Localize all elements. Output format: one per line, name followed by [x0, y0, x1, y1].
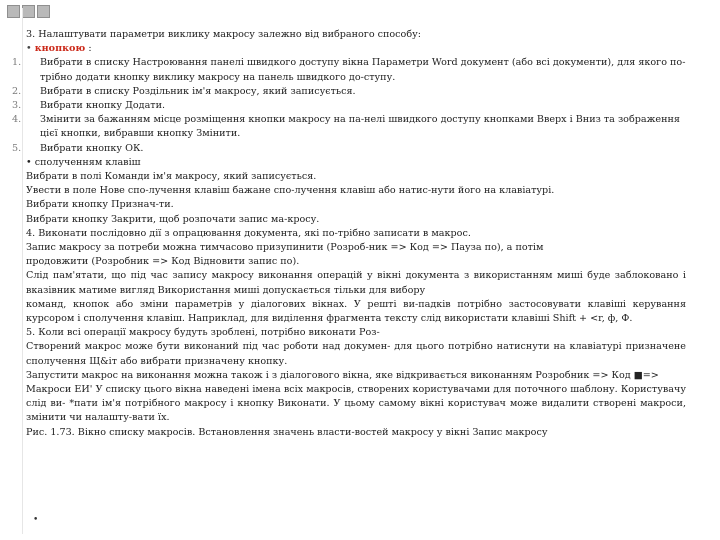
button-method-colon: : — [88, 43, 92, 55]
paragraph: Запустити макрос на виконання можна також і з діалогового вікна, яке відкривається виконанням Розробник => Код ■=> — [26, 369, 659, 381]
paragraph: команд, кнопок або зміни параметрів у діалогових вікнах. У решті ви-падків потрібно застосовувати клавіші керування курсором і сполучення клавіш. Наприклад, для виділення фрагмента тексту слід використати клавіші Shift + <r, ф, Ф. — [26, 298, 686, 325]
list-number: 4. — [12, 114, 22, 126]
list-number: 1. — [12, 57, 22, 69]
list-number: 5. — [12, 142, 22, 154]
paragraph: Вибрати в полі Команди ім'я макросу, який записується. — [26, 171, 317, 183]
figure-caption: Рис. 1.73. Вікно списку макросів. Встановлення значень власти-востей макросу у вікні Запис макросу — [26, 426, 548, 438]
list-text: Змінити за бажанням місце розміщення кнопки макросу на па-нелі швидкого доступу кнопками Вверх і Вниз та зображення цієї кнопки, вибравши кнопку Змінити. — [40, 114, 680, 140]
paragraph: продовжити (Розробник => Код Відновити запис по). — [26, 256, 300, 268]
bullet-marker: • — [26, 43, 32, 55]
paragraph: Макроси ЕИ' У списку цього вікна наведені імена всіх макросів, створених користувачами для поточного шаблону. Користувачу слід ви- *пати ім'я потрібного макросу і кнопку Виконати. У цьому самому вікні користувач може видалити створені макроси, змінити чи налашту-вати їх. — [26, 384, 686, 424]
paragraph: Увести в поле Нове спо-лучення клавіш бажане спо-лучення клавіш або натис-нути його на клавіатурі. — [26, 185, 555, 197]
list-number: 3. — [12, 100, 22, 112]
paragraph: Вибрати кнопку Закрити, щоб розпочати запис ма-кросу. — [26, 213, 320, 225]
list-item — [12, 56, 686, 84]
paragraph: 5. Коли всі операції макросу будуть зроблені, потрібно виконати Роз- — [26, 327, 380, 339]
button-method-label: кнопкою — [34, 43, 86, 55]
list-text: Вибрати в списку Настроювання панелі швидкого доступу вікна Параметри Word документ (або всі документи), для якого по-трібно додати кнопку виклику макросу на панель швидкого до-ступу. — [40, 57, 686, 83]
document-body — [12, 28, 686, 440]
list-item — [12, 113, 686, 141]
list-item — [12, 85, 686, 99]
paragraph: 4. Виконати послідовно дії з опрацювання документа, які по-трібно записати в макрос. — [26, 227, 471, 239]
list-number: 2. — [12, 85, 22, 97]
paragraph: Слід пам'ятати, що під час запису макросу виконання операцій у вікні документа з використанням миші буде заблоковано і вказівник матиме вигляд Використання миші допускається тільки для вибору — [26, 270, 686, 296]
step-3-heading: 3. Налаштувати параметри виклику макросу залежно від вибраного способу: — [26, 29, 421, 40]
list-text: Вибрати кнопку ОК. — [40, 142, 144, 154]
list-text: Вибрати в списку Роздільник ім'я макросу, який записується. — [40, 85, 356, 97]
list-text: Вибрати кнопку Додати. — [40, 100, 166, 112]
end-bullet: • — [33, 515, 39, 525]
key-combo-heading: • сполученням клавіш — [26, 156, 141, 168]
paragraph: Створений макрос може бути виконаний під час роботи над докумен- для цього потрібно натиснути на клавіатурі призначене сполучення Щ&іт або вибрати призначену кнопку. — [26, 341, 686, 367]
button-method-heading — [26, 42, 686, 56]
paragraph: Вибрати кнопку Признач-ти. — [26, 199, 174, 211]
paragraph: Запис макросу за потреби можна тимчасово призупинити (Розроб-ник => Код => Пауза по), а потім — [26, 242, 544, 254]
list-item — [12, 142, 686, 156]
list-item — [12, 99, 686, 113]
